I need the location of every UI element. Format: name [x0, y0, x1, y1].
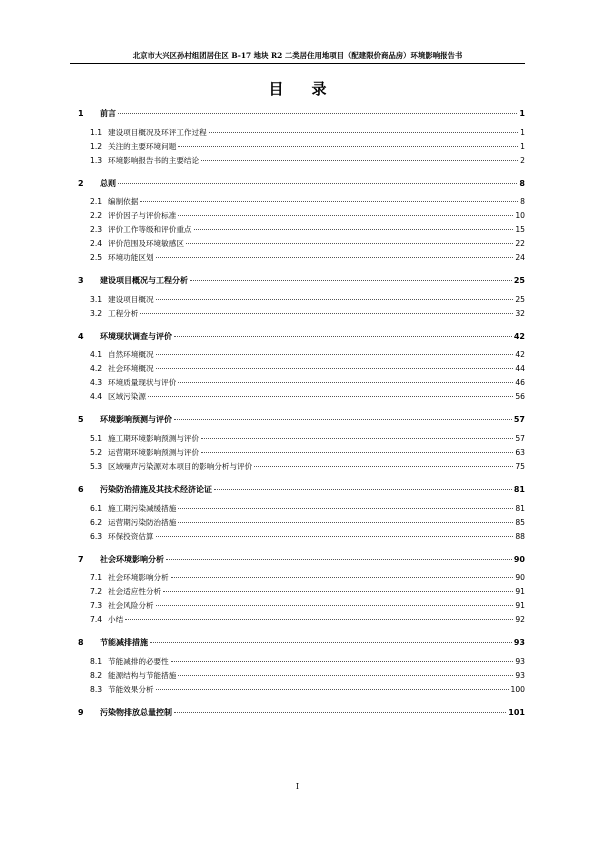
toc-section-entry[interactable] — [78, 656, 525, 670]
toc-section-entry[interactable] — [78, 349, 525, 363]
toc-section-entry[interactable] — [78, 127, 525, 141]
toc-entry-number: 1.2 — [90, 141, 103, 151]
dot-leader — [118, 183, 517, 184]
toc-entry-page: 93 — [513, 638, 525, 648]
dot-leader — [201, 452, 513, 453]
toc-entry-number: 1.1 — [90, 127, 103, 137]
toc-entry-page: 93 — [515, 670, 525, 680]
toc-entry-page: 22 — [515, 239, 525, 249]
toc-entry-number: 5.2 — [90, 447, 103, 457]
toc-entry-number: 2.3 — [90, 225, 103, 235]
toc-entry-page: 10 — [515, 211, 525, 221]
dot-leader — [174, 712, 506, 713]
toc-entry-page: 75 — [515, 461, 525, 471]
toc-entry-number: 3.1 — [90, 294, 103, 304]
toc-section-entry[interactable] — [78, 684, 525, 698]
toc-entry-number: 7.4 — [90, 615, 103, 625]
dot-leader — [190, 280, 512, 281]
toc-entry-page: 15 — [515, 225, 525, 235]
toc-chapter-entry[interactable] — [78, 484, 525, 502]
toc-entry-page: 44 — [515, 364, 525, 374]
toc-entry-page: 42 — [515, 350, 525, 360]
toc-entry-number: 5 — [78, 415, 84, 425]
toc-entry-title: 社会环境影响分析 — [108, 573, 169, 583]
toc-section-entry[interactable] — [78, 155, 525, 169]
running-header: 北京市大兴区孙村组团居住区 B-17 地块 R2 二类居住用地项目（配建限价商品房）环境影响报告书 — [132, 51, 463, 60]
toc-section-entry[interactable] — [78, 308, 525, 322]
toc-entry-page: 81 — [513, 484, 525, 494]
toc-section-entry[interactable] — [78, 600, 525, 614]
toc-entry-number: 2.4 — [90, 239, 103, 249]
toc-entry-page: 8 — [519, 178, 525, 188]
dot-leader — [148, 396, 513, 397]
toc-entry-title: 节能减排措施 — [100, 638, 148, 648]
toc-chapter-entry[interactable] — [78, 414, 525, 432]
toc-section-entry[interactable] — [78, 196, 525, 210]
toc-entry-page: 92 — [515, 615, 525, 625]
toc-entry-number: 1 — [78, 109, 84, 118]
toc-section-entry[interactable] — [78, 391, 525, 405]
toc-chapter-entry[interactable] — [78, 637, 525, 655]
toc-entry-number: 7.2 — [90, 587, 103, 597]
toc-entry-page: 88 — [515, 531, 525, 541]
toc-entry-title: 环境影响报告书的主要结论 — [108, 155, 200, 165]
toc-entry-page: 100 — [510, 684, 525, 694]
toc-chapter-entry[interactable] — [78, 275, 525, 293]
toc-entry-number: 4 — [78, 331, 84, 341]
toc-entry-number: 4.1 — [90, 350, 103, 360]
toc-section-entry[interactable] — [78, 670, 525, 684]
toc-entry-number: 4.3 — [90, 378, 103, 388]
toc-entry-page: 85 — [515, 517, 525, 527]
dot-leader — [174, 336, 512, 337]
toc-entry-number: 2 — [78, 178, 84, 188]
toc-chapter-entry[interactable] — [78, 554, 525, 572]
toc-entry-page: 93 — [515, 656, 525, 666]
toc-entry-title: 环保投资估算 — [108, 531, 154, 541]
toc-section-entry[interactable] — [78, 210, 525, 224]
toc-chapter-entry[interactable] — [78, 178, 525, 196]
toc-entry-title: 社会环境概况 — [108, 364, 154, 374]
toc-section-entry[interactable] — [78, 503, 525, 517]
toc-entry-page: 32 — [515, 308, 525, 318]
toc-entry-number: 3 — [78, 276, 84, 286]
toc-entry-page: 1 — [519, 109, 525, 118]
toc-section-entry[interactable] — [78, 224, 525, 238]
toc-entry-page: 57 — [515, 433, 525, 443]
dot-leader — [178, 146, 518, 147]
toc-section-entry[interactable] — [78, 586, 525, 600]
dot-leader — [125, 619, 513, 620]
toc-entry-page: 90 — [515, 573, 525, 583]
dot-leader — [201, 438, 513, 439]
toc-entry-page: 81 — [515, 503, 525, 513]
toc-section-entry[interactable] — [78, 572, 525, 586]
toc-entry-number: 4.4 — [90, 392, 103, 402]
toc-entry-number: 7.1 — [90, 573, 103, 583]
toc-entry-page: 91 — [515, 587, 525, 597]
toc-entry-page: 46 — [515, 378, 525, 388]
toc-entry-number: 8 — [78, 638, 84, 648]
dot-leader — [156, 257, 514, 258]
dot-leader — [171, 577, 514, 578]
toc-entry-page: 1 — [520, 141, 525, 151]
toc-entry-title: 评价工作等级和评价重点 — [108, 225, 192, 235]
toc-entry-page: 63 — [515, 447, 525, 457]
header-divider — [70, 63, 525, 64]
toc-entry-page: 25 — [515, 294, 525, 304]
toc-section-entry[interactable] — [78, 433, 525, 447]
toc-entry-number: 8.2 — [90, 670, 103, 680]
toc-entry-page: 8 — [520, 197, 525, 207]
dot-leader — [209, 132, 518, 133]
toc-entry-number: 5.1 — [90, 433, 103, 443]
dot-leader — [156, 536, 514, 537]
dot-leader — [178, 215, 513, 216]
toc-entry-title: 建设项目概况与工程分析 — [100, 276, 188, 286]
toc-entry-title: 社会适应性分析 — [108, 587, 162, 597]
toc-entry-title: 总则 — [100, 178, 116, 188]
toc-entry-number: 2.2 — [90, 211, 103, 221]
toc-entry-page: 90 — [513, 554, 525, 564]
toc-entry-number: 9 — [78, 707, 84, 717]
dot-leader — [140, 201, 518, 202]
toc-entry-number: 6.1 — [90, 503, 103, 513]
toc-entry-number: 6 — [78, 484, 84, 494]
toc-section-entry[interactable] — [78, 517, 525, 531]
toc-entry-number: 7 — [78, 554, 84, 564]
toc-entry-title: 工程分析 — [108, 308, 139, 318]
toc-entry-title: 污染防治措施及其技术经济论证 — [100, 484, 212, 494]
table-of-contents — [78, 108, 525, 724]
toc-entry-page: 25 — [513, 276, 525, 286]
toc-section-entry[interactable] — [78, 377, 525, 391]
dot-leader — [178, 382, 513, 383]
toc-entry-number: 5.3 — [90, 461, 103, 471]
toc-section-entry[interactable] — [78, 141, 525, 155]
toc-entry-title: 评价因子与评价标准 — [108, 211, 177, 221]
dot-leader — [140, 313, 513, 314]
toc-entry-title: 施工期污染减缓措施 — [108, 503, 177, 513]
toc-entry-title: 节能减排的必要性 — [108, 656, 169, 666]
toc-entry-number: 3.2 — [90, 308, 103, 318]
toc-entry-title: 自然环境概况 — [108, 350, 154, 360]
toc-entry-number: 8.1 — [90, 656, 103, 666]
toc-section-entry[interactable] — [78, 461, 525, 475]
toc-entry-number: 6.2 — [90, 517, 103, 527]
toc-entry-title: 环境影响预测与评价 — [100, 415, 172, 425]
toc-entry-page: 101 — [508, 707, 525, 717]
toc-entry-title: 建设项目概况及环评工作过程 — [108, 127, 207, 137]
dot-leader — [178, 522, 513, 523]
toc-entry-page: 24 — [515, 253, 525, 263]
toc-section-entry[interactable] — [78, 252, 525, 266]
dot-leader — [156, 354, 514, 355]
toc-entry-title: 施工期环境影响预测与评价 — [108, 433, 200, 443]
toc-entry-title: 区域污染源 — [108, 392, 146, 402]
toc-entry-page: 2 — [520, 155, 525, 165]
toc-section-entry[interactable] — [78, 447, 525, 461]
toc-entry-title: 前言 — [100, 109, 116, 118]
toc-entry-title: 区域噪声污染源对本项目的影响分析与评价 — [108, 461, 253, 471]
toc-entry-page: 42 — [513, 331, 525, 341]
toc-entry-number: 4.2 — [90, 364, 103, 374]
toc-section-entry[interactable] — [78, 294, 525, 308]
dot-leader — [156, 368, 514, 369]
toc-entry-title: 建设项目概况 — [108, 294, 154, 304]
dot-leader — [178, 508, 513, 509]
toc-entry-number: 2.1 — [90, 197, 103, 207]
toc-entry-title: 运营期污染防治措施 — [108, 517, 177, 527]
toc-entry-number: 7.3 — [90, 601, 103, 611]
toc-entry-page: 56 — [515, 392, 525, 402]
toc-entry-number: 6.3 — [90, 531, 103, 541]
toc-chapter-entry[interactable] — [78, 331, 525, 349]
toc-entry-title: 关注的主要环境问题 — [108, 141, 177, 151]
dot-leader — [156, 605, 514, 606]
dot-leader — [174, 419, 512, 420]
toc-section-entry[interactable] — [78, 363, 525, 377]
toc-entry-page: 57 — [513, 415, 525, 425]
dot-leader — [201, 160, 518, 161]
dot-leader — [214, 489, 512, 490]
dot-leader — [156, 689, 509, 690]
toc-entry-title: 环境功能区划 — [108, 253, 154, 263]
toc-entry-title: 评价范围及环境敏感区 — [108, 239, 184, 249]
toc-entry-number: 8.3 — [90, 684, 103, 694]
toc-entry-title: 社会风险分析 — [108, 601, 154, 611]
dot-leader — [118, 113, 517, 114]
page-number: I — [295, 782, 300, 791]
dot-leader — [166, 559, 512, 560]
toc-entry-page: 91 — [515, 601, 525, 611]
dot-leader — [150, 642, 512, 643]
toc-section-entry[interactable] — [78, 614, 525, 628]
toc-entry-number: 2.5 — [90, 253, 103, 263]
toc-entry-title: 小结 — [108, 615, 124, 625]
dot-leader — [178, 675, 513, 676]
toc-entry-title: 节能效果分析 — [108, 684, 154, 694]
dot-leader — [254, 466, 513, 467]
toc-entry-title: 社会环境影响分析 — [100, 554, 164, 564]
toc-entry-title: 污染物排放总量控制 — [100, 707, 172, 717]
dot-leader — [163, 591, 513, 592]
toc-entry-page: 1 — [520, 127, 525, 137]
toc-section-entry[interactable] — [78, 531, 525, 545]
toc-entry-number: 1.3 — [90, 155, 103, 165]
toc-entry-title: 运营期环境影响预测与评价 — [108, 447, 200, 457]
toc-chapter-entry[interactable] — [78, 707, 525, 725]
toc-chapter-entry[interactable] — [78, 108, 525, 126]
toc-section-entry[interactable] — [78, 238, 525, 252]
dot-leader — [156, 299, 514, 300]
page-title: 目录 — [268, 80, 355, 98]
dot-leader — [186, 243, 513, 244]
dot-leader — [194, 229, 514, 230]
dot-leader — [171, 661, 514, 662]
toc-entry-title: 编制依据 — [108, 197, 139, 207]
toc-entry-title: 环境质量现状与评价 — [108, 378, 177, 388]
toc-entry-title: 能源结构与节能措施 — [108, 670, 177, 680]
toc-entry-title: 环境现状调查与评价 — [100, 331, 172, 341]
